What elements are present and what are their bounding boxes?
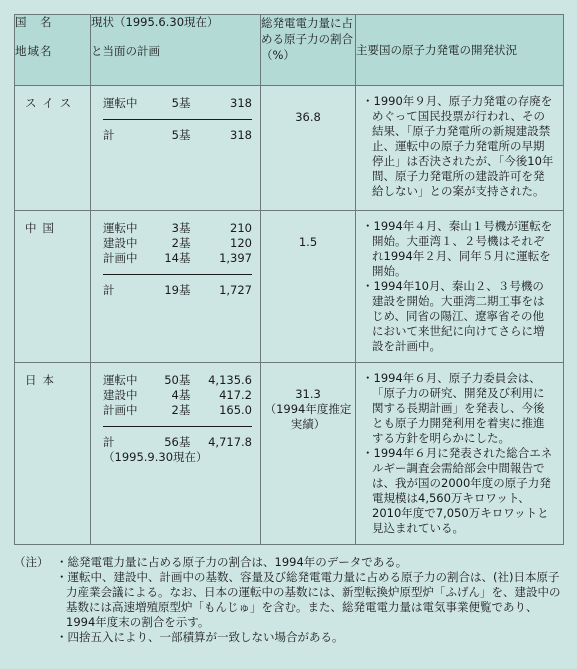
facility-row bbox=[103, 373, 252, 388]
facility-capacity: 120 bbox=[230, 236, 252, 250]
header-row bbox=[15, 15, 564, 86]
facility-count: 2基 bbox=[171, 403, 191, 417]
facility-count: 4基 bbox=[171, 388, 191, 402]
ratio-value: 1.5 bbox=[298, 235, 318, 249]
header-country bbox=[15, 15, 91, 86]
facility-capacity: 417.2 bbox=[219, 388, 252, 402]
ratio-cell bbox=[261, 363, 356, 545]
facility-status: 建設中 bbox=[103, 388, 138, 402]
total-capacity: 318 bbox=[194, 120, 252, 144]
country-name: 日本 bbox=[15, 363, 91, 545]
total-row bbox=[103, 120, 252, 144]
development-item: ・1994年６月に発表された総合エネルギー調査会需給部会中間報告では、我が国の2000年度の原子力発電規模は4,560万キロワット、2010年度で7,050万キロワットと見込まれている。 bbox=[362, 446, 553, 535]
total-row bbox=[103, 275, 252, 299]
facility-capacity: 4,135.6 bbox=[208, 373, 252, 387]
total-capacity: 4,717.8 bbox=[194, 427, 252, 451]
ratio-cell bbox=[261, 86, 356, 211]
country-row bbox=[15, 211, 564, 363]
nuclear-status-table bbox=[14, 14, 564, 545]
spacer-cell bbox=[103, 266, 252, 275]
development-item: ・1994年10月、秦山２、３号機の建設を開始。大亜湾二期工事をはじめ、同省の陽江、遼寧省その他において来世紀に向けてさらに増設を計画中。 bbox=[362, 279, 545, 353]
note-item: ・総発電電力量に占める原子力の割合は、1994年のデータである。 bbox=[56, 555, 408, 569]
total-count: 19基 bbox=[153, 275, 195, 299]
development-item: ・1994年４月、秦山１号機が運転を開始。大亜湾１、２号機はそれぞれ1994年２月、同年５月に運転を開始。 bbox=[362, 219, 553, 278]
facility-capacity: 210 bbox=[230, 221, 252, 235]
development-cell bbox=[356, 86, 564, 211]
total-count: 5基 bbox=[153, 120, 195, 144]
facility-status: 運転中 bbox=[103, 96, 138, 110]
spacer-row bbox=[103, 266, 252, 275]
notes-list bbox=[56, 555, 563, 645]
country-row bbox=[15, 363, 564, 545]
header-country-line2: 地域名 bbox=[15, 44, 53, 58]
header-country-line1: 国 名 bbox=[15, 15, 53, 29]
notes-section bbox=[14, 555, 563, 645]
development-item: ・1990年９月、原子力発電の存廃をめぐって国民投票が行われ、その結果、「原子力発電所の新規建設禁止、運転中の原子力発電所の早期停止」は否決されたが、「今後10年間、原子力発電所の建設許可を発給しない」との案が支持された。 bbox=[362, 94, 554, 198]
facility-capacity: 318 bbox=[230, 96, 252, 110]
country-row bbox=[15, 86, 564, 211]
ratio-value: 31.3 bbox=[295, 387, 321, 401]
country-name: スイス bbox=[15, 86, 91, 211]
spacer-cell bbox=[103, 111, 252, 120]
header-status-line2: と当面の計画 bbox=[91, 44, 160, 58]
notes-tag: （注） bbox=[14, 555, 49, 569]
facility-status: 計画中 bbox=[103, 403, 138, 417]
status-cell bbox=[91, 86, 261, 211]
spacer-cell bbox=[103, 418, 252, 427]
development-cell bbox=[356, 363, 564, 545]
facility-count: 2基 bbox=[171, 236, 191, 250]
total-row bbox=[103, 427, 252, 451]
facility-capacity: 1,397 bbox=[219, 251, 252, 265]
header-ratio: 総発電電力量に占める原子力の割合（%） bbox=[261, 15, 356, 86]
document-page bbox=[14, 14, 563, 645]
development-cell bbox=[356, 211, 564, 363]
facility-row bbox=[103, 388, 252, 403]
note-item: ・運転中、建設中、計画中の基数、容量及び総発電電力量に占める原子力の割合は、(社)日本原子力産業会議による。なお、日本の運転中の基数には、新型転換炉原型炉「ふげん」を、建設中の基数には高速増殖原型炉「もんじゅ」を含む。また、総発電電力量は電気事業便覧であり、1994年度末の割合を示す。 bbox=[56, 570, 561, 629]
spacer-row bbox=[103, 111, 252, 120]
total-note-row bbox=[103, 450, 252, 465]
country-name: 中国 bbox=[15, 211, 91, 363]
facility-status: 運転中 bbox=[103, 221, 138, 235]
facility-table bbox=[103, 96, 252, 143]
facility-count: 14基 bbox=[164, 251, 191, 265]
facility-count: 50基 bbox=[164, 373, 191, 387]
facility-count: 5基 bbox=[171, 96, 191, 110]
header-status-line1: 現状（1995.6.30現在） bbox=[91, 15, 219, 29]
total-note: （1995.9.30現在） bbox=[103, 450, 208, 464]
spacer-row bbox=[103, 418, 252, 427]
facility-status: 運転中 bbox=[103, 373, 138, 387]
facility-row bbox=[103, 96, 252, 111]
ratio-cell bbox=[261, 211, 356, 363]
facility-row bbox=[103, 251, 252, 266]
status-cell bbox=[91, 363, 261, 545]
facility-row bbox=[103, 403, 252, 418]
total-label: 計 bbox=[103, 120, 153, 144]
facility-capacity: 165.0 bbox=[219, 403, 252, 417]
facility-row bbox=[103, 236, 252, 251]
ratio-value: 36.8 bbox=[295, 110, 321, 124]
development-item: ・1994年６月、原子力委員会は、「原子力の研究、開発及び利用に関する長期計画」を発表し、今後とも原子力開発利用を着実に推進する方針を明らかにした。 bbox=[362, 371, 545, 445]
facility-table bbox=[103, 373, 252, 465]
total-capacity: 1,727 bbox=[194, 275, 252, 299]
status-cell bbox=[91, 211, 261, 363]
note-item: ・四捨五入により、一部積算が一致しない場合がある。 bbox=[56, 630, 344, 644]
header-development: 主要国の原子力発電の開発状況 bbox=[356, 15, 564, 86]
facility-row bbox=[103, 221, 252, 236]
facility-status: 計画中 bbox=[103, 251, 138, 265]
facility-status: 建設中 bbox=[103, 236, 138, 250]
total-count: 56基 bbox=[153, 427, 195, 451]
facility-count: 3基 bbox=[171, 221, 191, 235]
ratio-note: （1994年度推定実績） bbox=[264, 402, 352, 431]
total-label: 計 bbox=[103, 427, 153, 451]
header-status bbox=[91, 15, 261, 86]
total-label: 計 bbox=[103, 275, 153, 299]
facility-table bbox=[103, 221, 252, 298]
